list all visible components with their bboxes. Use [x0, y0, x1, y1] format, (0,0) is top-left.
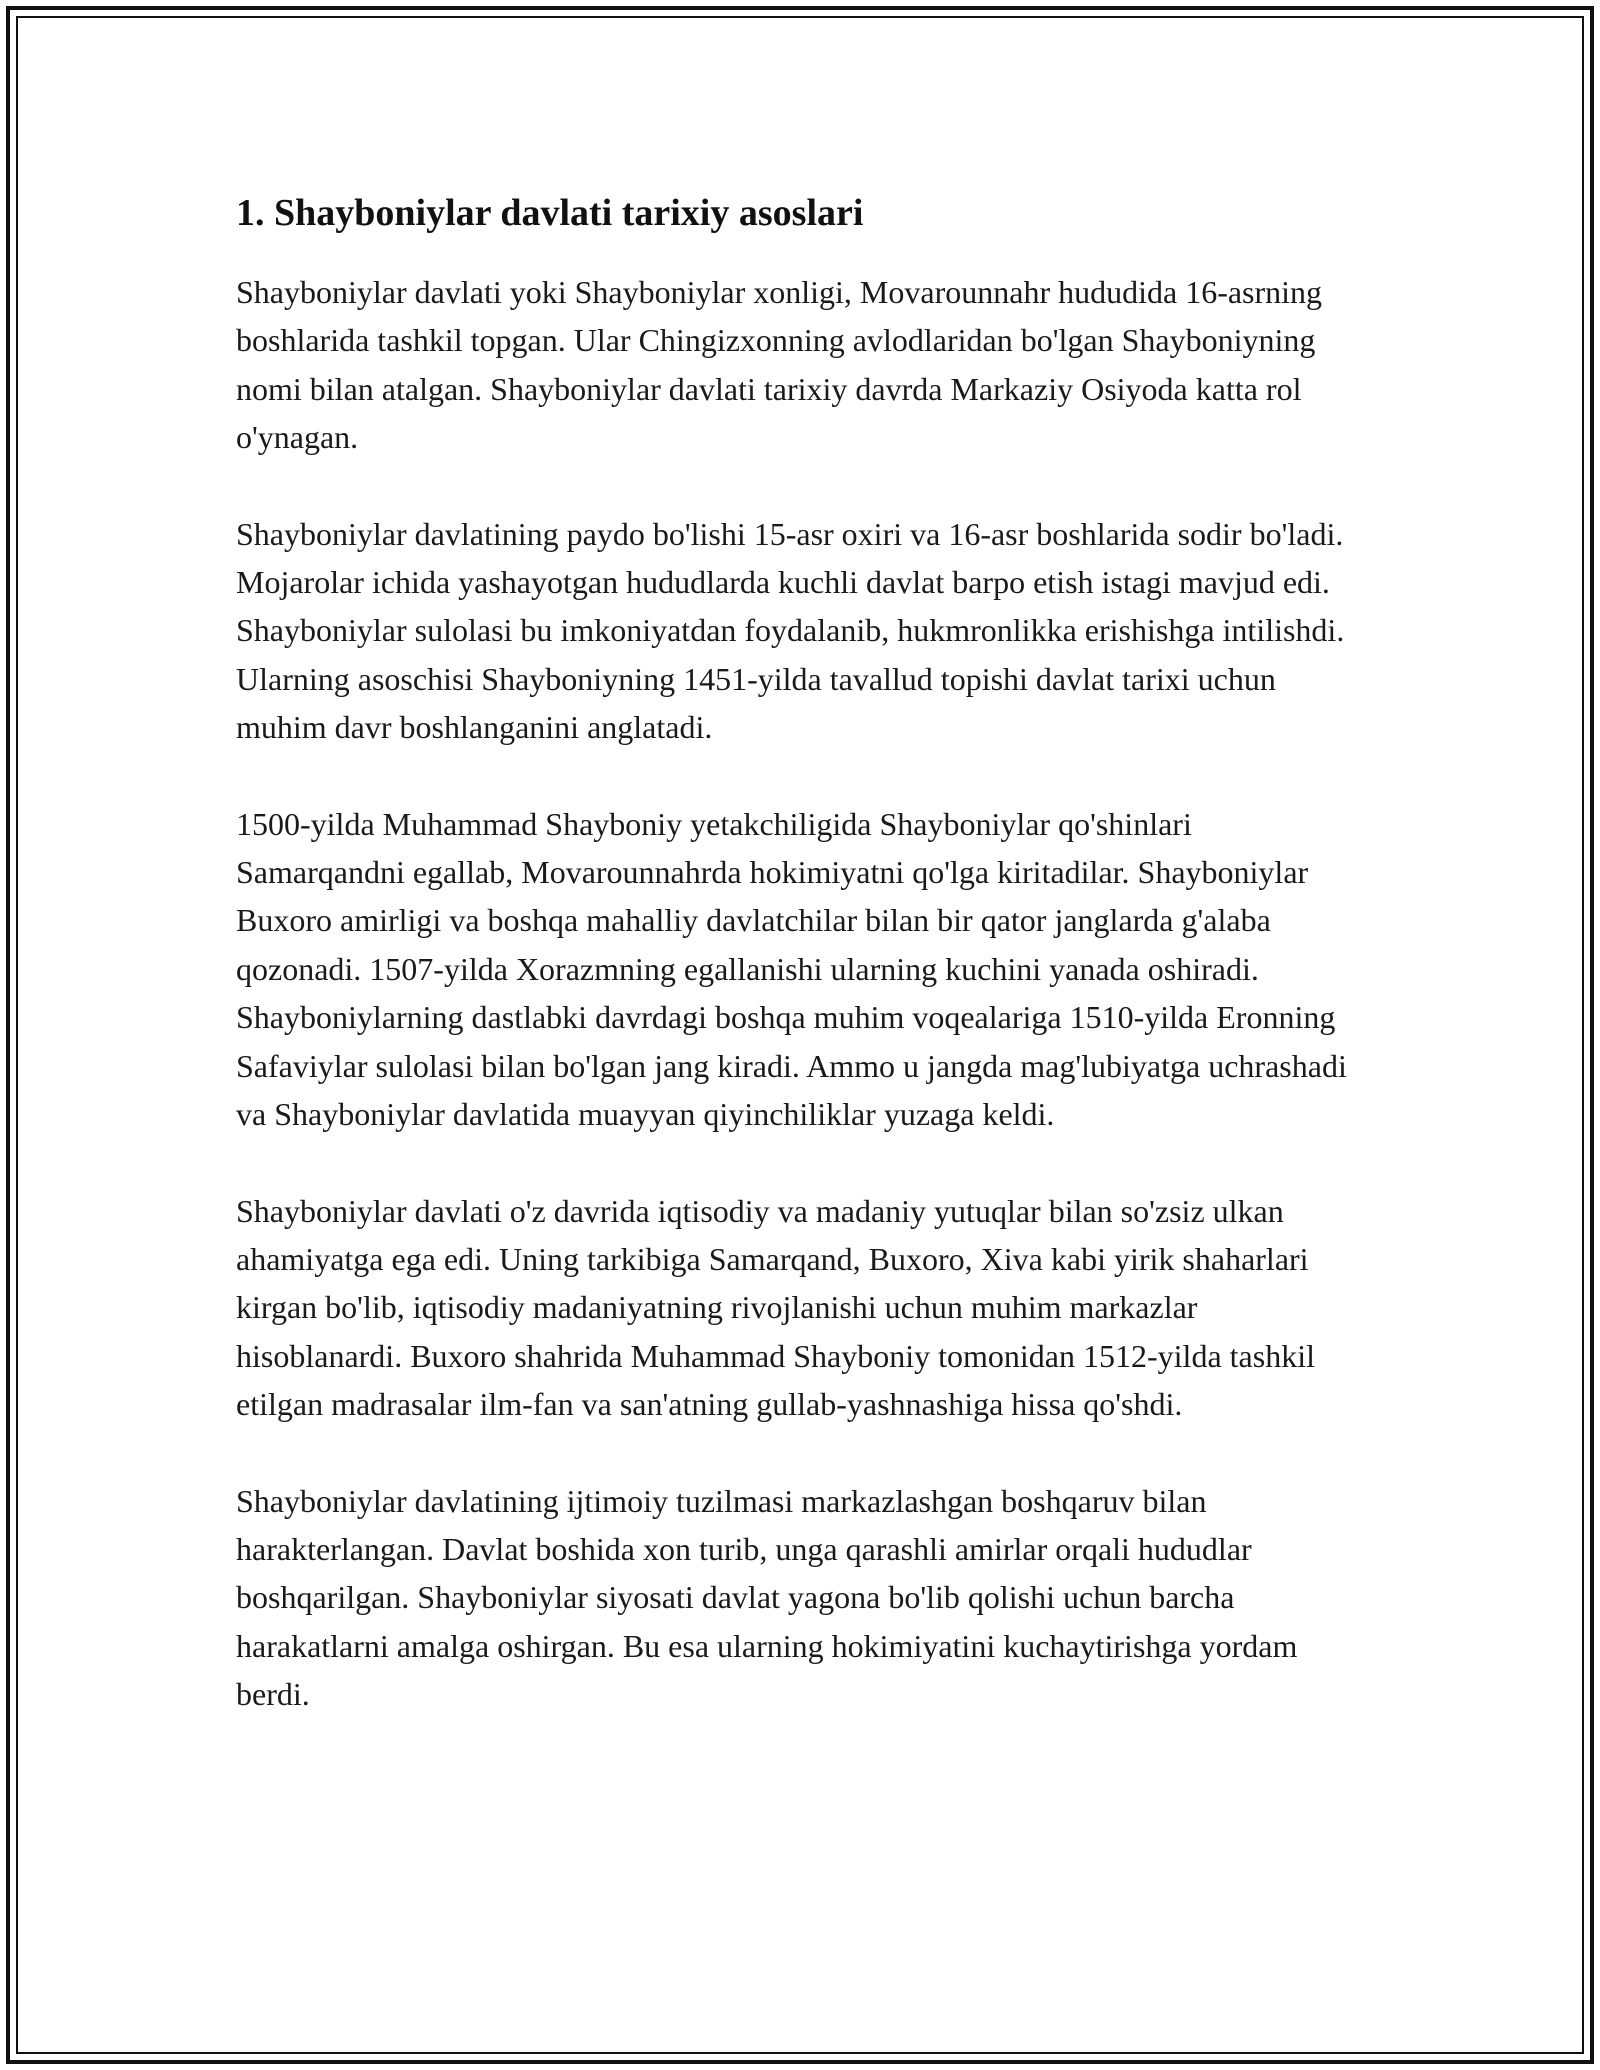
paragraph-4: Shayboniylar davlati o'z davrida iqtisodiy va madaniy yutuqlar bilan so'zsiz ulkan ahamiyatga ega edi. Uning tarkibiga Samarqand, Buxoro, Xiva kabi yirik shaharlari kirgan bo'lib, iqtisodiy madaniyatning rivojlanishi uchun muhim markazlar hisoblanardi. Buxoro shahrida Muhammad Shayboniy tomonidan 1512-yilda tashkil etilgan madrasalar ilm-fan va san'atning gullab-yashnashiga hissa qo'shdi.: [236, 1192, 1315, 1423]
paragraph-1: Shayboniylar davlati yoki Shayboniylar xonligi, Movarounnahr hududida 16-asrning boshlarida tashkil topgan. Ular Chingizxonning avlodlaridan bo'lgan Shayboniyning nomi bilan atalgan. Shayboniylar davlati tarixiy davrda Markaziy Osiyoda katta rol o'ynagan.: [236, 274, 1323, 456]
paragraph-3: 1500-yilda Muhammad Shayboniy yetakchiligida Shayboniylar qo'shinlari Samarqandni egallab, Movarounnahrda hokimiyatni qo'lga kiritadilar. Shayboniylar Buxoro amirligi va boshqa mahalliy davlatchilar bilan bir qator janglarda g'alaba qozonadi. 1507-yilda Xorazmning egallanishi ularning kuchini yanada oshiradi. Shayboniylarning dastlabki davrdagi boshqa muhim voqealariga 1510-yilda Eronning Safaviylar sulolasi bilan bo'lgan jang kiradi. Ammo u jangda mag'lubiyatga uchrashadi va Shayboniylar davlatida muayyan qiyinchiliklar yuzaga keldi.: [236, 805, 1347, 1133]
paragraph-5: Shayboniylar davlatining ijtimoiy tuzilmasi markazlashgan boshqaruv bilan harakterlangan. Davlat boshida xon turib, unga qarashli amirlar orqali hududlar boshqarilgan. Shayboniylar siyosati davlat yagona bo'lib qolishi uchun barcha harakatlarni amalga oshirgan. Bu esa ularning hokimiyatini kuchaytirishga yordam berdi.: [236, 1482, 1298, 1713]
section-heading: 1. Shayboniylar davlati tarixiy asoslari: [236, 192, 864, 234]
document-body: [236, 188, 1366, 1767]
paragraph-2: Shayboniylar davlatining paydo bo'lishi 15-asr oxiri va 16-asr boshlarida sodir bo'ladi. Mojarolar ichida yashayotgan hududlarda kuchli davlat barpo etish istagi mavjud edi. Shayboniylar sulolasi bu imkoniyatdan foydalanib, hukmronlikka erishishga intilishdi. Ularning asoschisi Shayboniyning 1451-yilda tavallud topishi davlat tarixi uchun muhim davr boshlanganini anglatadi.: [236, 515, 1345, 746]
